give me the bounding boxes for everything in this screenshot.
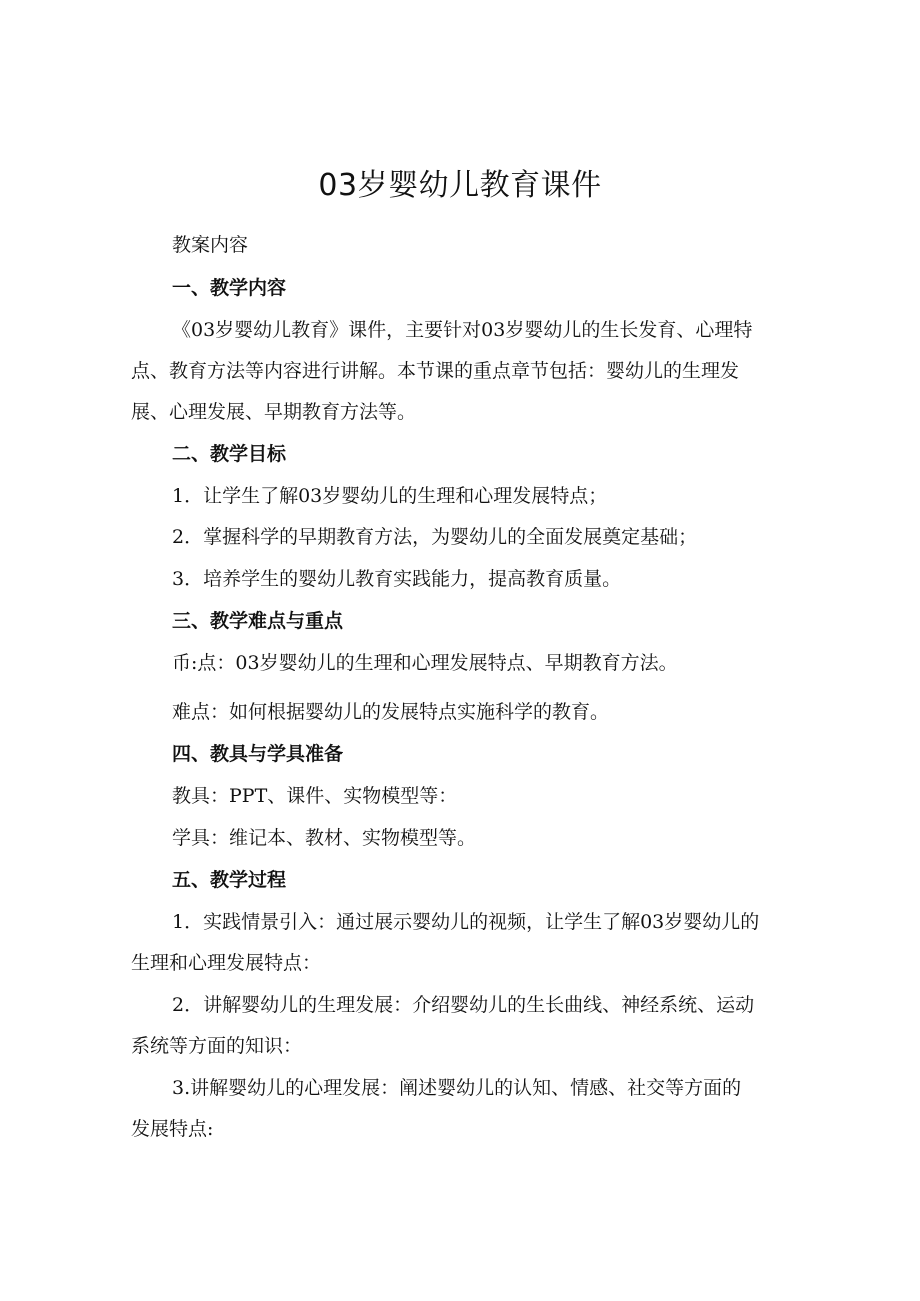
section-heading-teaching-process: 五、教学过程 xyxy=(172,869,287,891)
document-title: 03岁婴幼儿教育课件 xyxy=(318,168,602,203)
process-step-line: 系统等方面的知识： xyxy=(131,1035,303,1057)
process-step-line: 1．实践情景引入：通过展示婴幼儿的视频，让学生了解03岁婴幼儿的 xyxy=(172,911,760,933)
difficulty-text: 难点：如何根据婴幼儿的发展特点实施科学的教育。 xyxy=(172,701,610,723)
key-point-text: 币:点：03岁婴幼儿的生理和心理发展特点、早期教育方法。 xyxy=(172,652,678,674)
goal-item: 3．培养学生的婴幼儿教育实践能力，提高教育质量。 xyxy=(172,568,622,590)
learning-tools-text: 学具：维记本、教材、实物模型等。 xyxy=(172,827,477,849)
section-heading-difficulties-key-points: 三、教学难点与重点 xyxy=(172,610,344,632)
section-heading-teaching-goals: 二、教学目标 xyxy=(172,443,287,465)
process-step-line: 2．讲解婴幼儿的生理发展：介绍婴幼儿的生长曲线、神经系统、运动 xyxy=(172,994,755,1016)
paragraph-line: 点、教育方法等内容进行讲解。本节课的重点章节包括：婴幼儿的生理发 xyxy=(131,360,740,382)
paragraph-line: 《03岁婴幼儿教育》课件，主要针对03岁婴幼儿的生长发育、心理特 xyxy=(172,319,753,341)
section-heading-teaching-content: 一、教学内容 xyxy=(172,277,287,299)
paragraph-line: 展、心理发展、早期教育方法等。 xyxy=(131,401,417,423)
lesson-plan-label: 教案内容 xyxy=(172,234,249,256)
section-heading-tools-preparation: 四、教具与学具准备 xyxy=(172,743,344,765)
goal-item: 1．让学生了解03岁婴幼儿的生理和心理发展特点； xyxy=(172,485,608,507)
process-step-line: 发展特点: xyxy=(131,1118,214,1140)
teaching-tools-text: 教具：PPT、课件、实物模型等： xyxy=(172,785,458,807)
process-step-line: 3.讲解婴幼儿的心理发展：阐述婴幼儿的认知、情感、社交等方面的 xyxy=(172,1077,742,1099)
process-step-line: 生理和心理发展特点： xyxy=(131,952,322,974)
goal-item: 2．掌握科学的早期教育方法，为婴幼儿的全面发展奠定基础； xyxy=(172,526,698,548)
